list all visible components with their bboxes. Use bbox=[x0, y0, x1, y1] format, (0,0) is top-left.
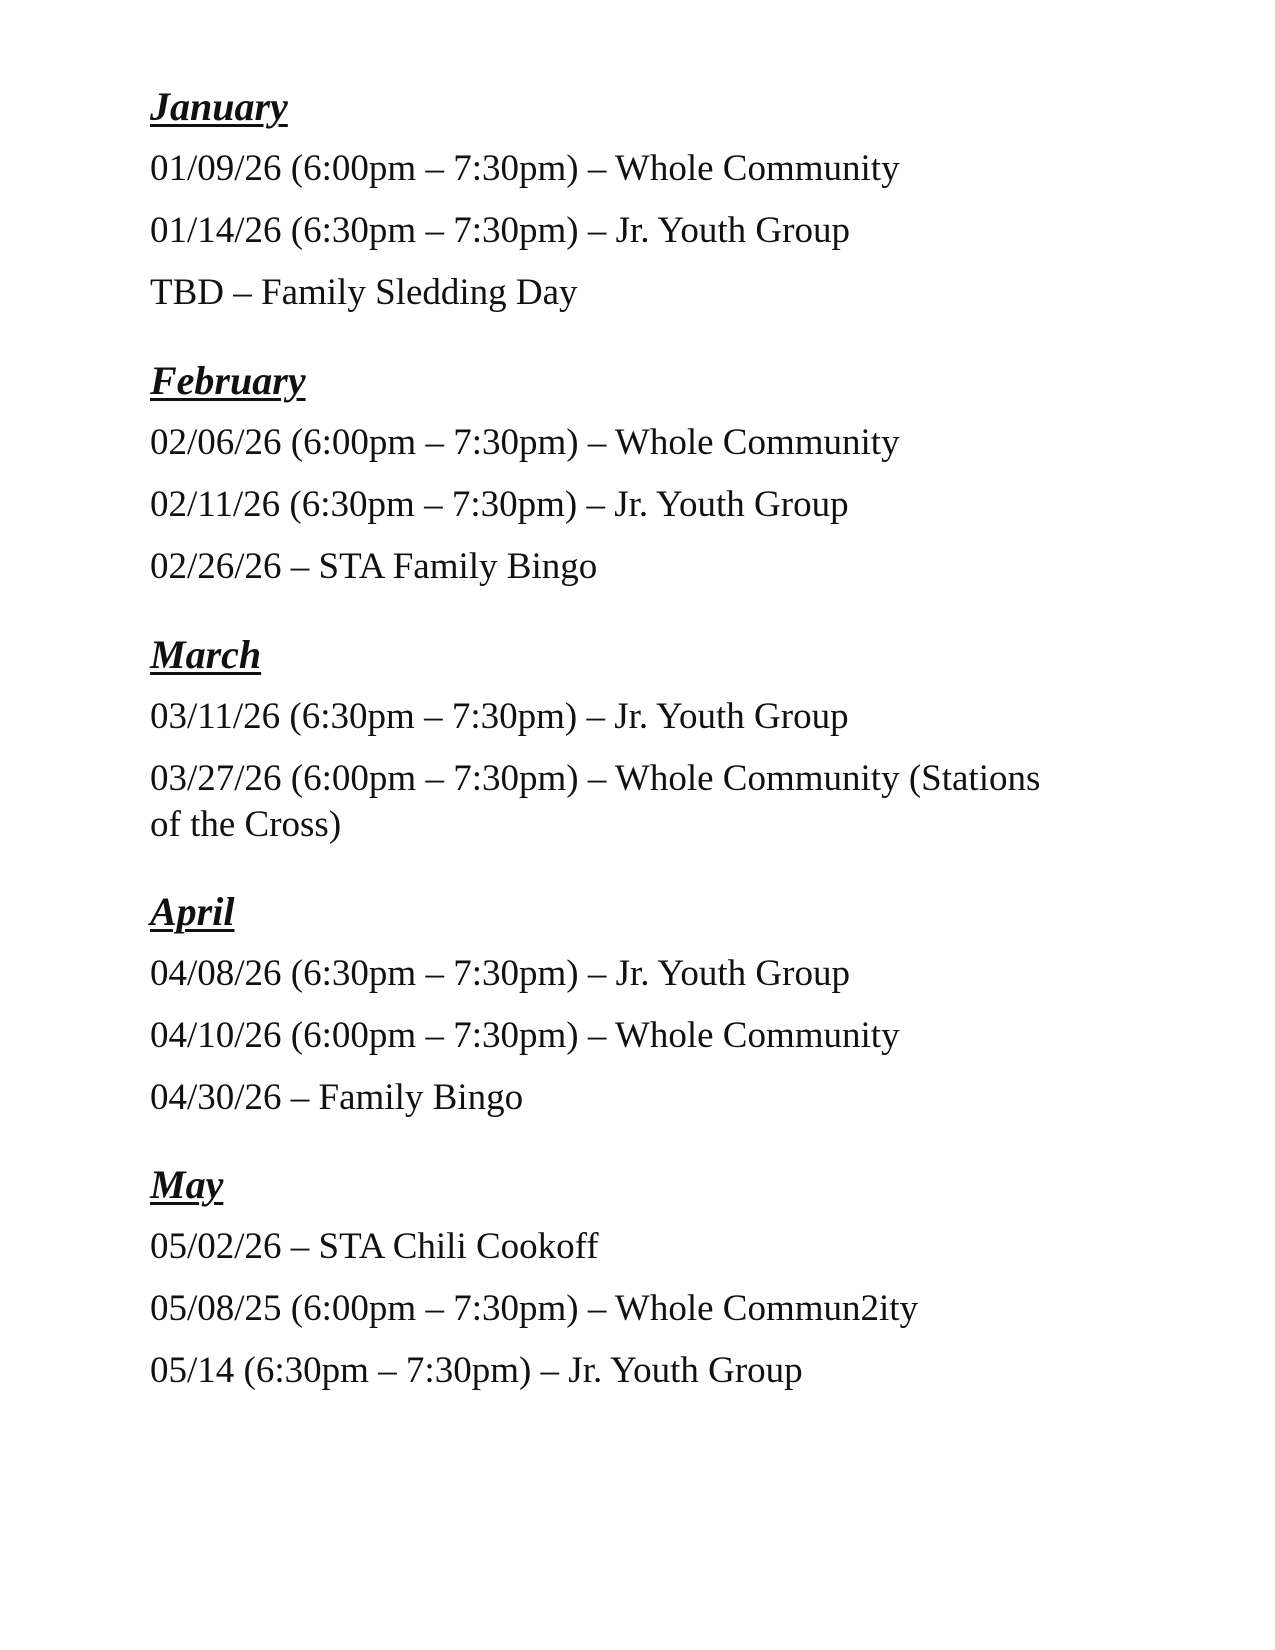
month-heading: January bbox=[150, 84, 288, 129]
month-section-april bbox=[150, 889, 1150, 1121]
event-list bbox=[150, 1224, 1150, 1394]
event-list bbox=[150, 951, 1150, 1121]
event-item: 05/08/25 (6:00pm – 7:30pm) – Whole Commun2ity bbox=[150, 1288, 919, 1329]
event-item: 05/14 (6:30pm – 7:30pm) – Jr. Youth Group bbox=[150, 1350, 803, 1391]
month-heading: April bbox=[150, 889, 235, 934]
month-heading: March bbox=[150, 632, 262, 677]
event-list bbox=[150, 420, 1150, 590]
event-item: TBD – Family Sledding Day bbox=[150, 272, 578, 313]
month-section-march bbox=[150, 632, 1150, 848]
event-item: 02/26/26 – STA Family Bingo bbox=[150, 546, 598, 587]
event-item: 04/08/26 (6:30pm – 7:30pm) – Jr. Youth Group bbox=[150, 953, 850, 994]
month-section-february bbox=[150, 358, 1150, 590]
event-item: 03/11/26 (6:30pm – 7:30pm) – Jr. Youth Group bbox=[150, 696, 849, 737]
event-item: 04/10/26 (6:00pm – 7:30pm) – Whole Community bbox=[150, 1015, 900, 1056]
event-item: 04/30/26 – Family Bingo bbox=[150, 1077, 524, 1118]
month-heading: February bbox=[150, 358, 306, 403]
event-list bbox=[150, 146, 1150, 316]
event-item: 01/09/26 (6:00pm – 7:30pm) – Whole Community bbox=[150, 148, 900, 189]
event-item: 02/06/26 (6:00pm – 7:30pm) – Whole Community bbox=[150, 422, 900, 463]
event-item: 02/11/26 (6:30pm – 7:30pm) – Jr. Youth Group bbox=[150, 484, 849, 525]
month-section-may bbox=[150, 1162, 1150, 1394]
event-item: 01/14/26 (6:30pm – 7:30pm) – Jr. Youth Group bbox=[150, 210, 850, 251]
month-heading: May bbox=[150, 1162, 224, 1207]
month-section-january bbox=[150, 84, 1150, 316]
event-item: 05/02/26 – STA Chili Cookoff bbox=[150, 1226, 599, 1267]
event-list bbox=[150, 694, 1150, 848]
event-item: 03/27/26 (6:00pm – 7:30pm) – Whole Community (Stations of the Cross) bbox=[150, 758, 1041, 845]
